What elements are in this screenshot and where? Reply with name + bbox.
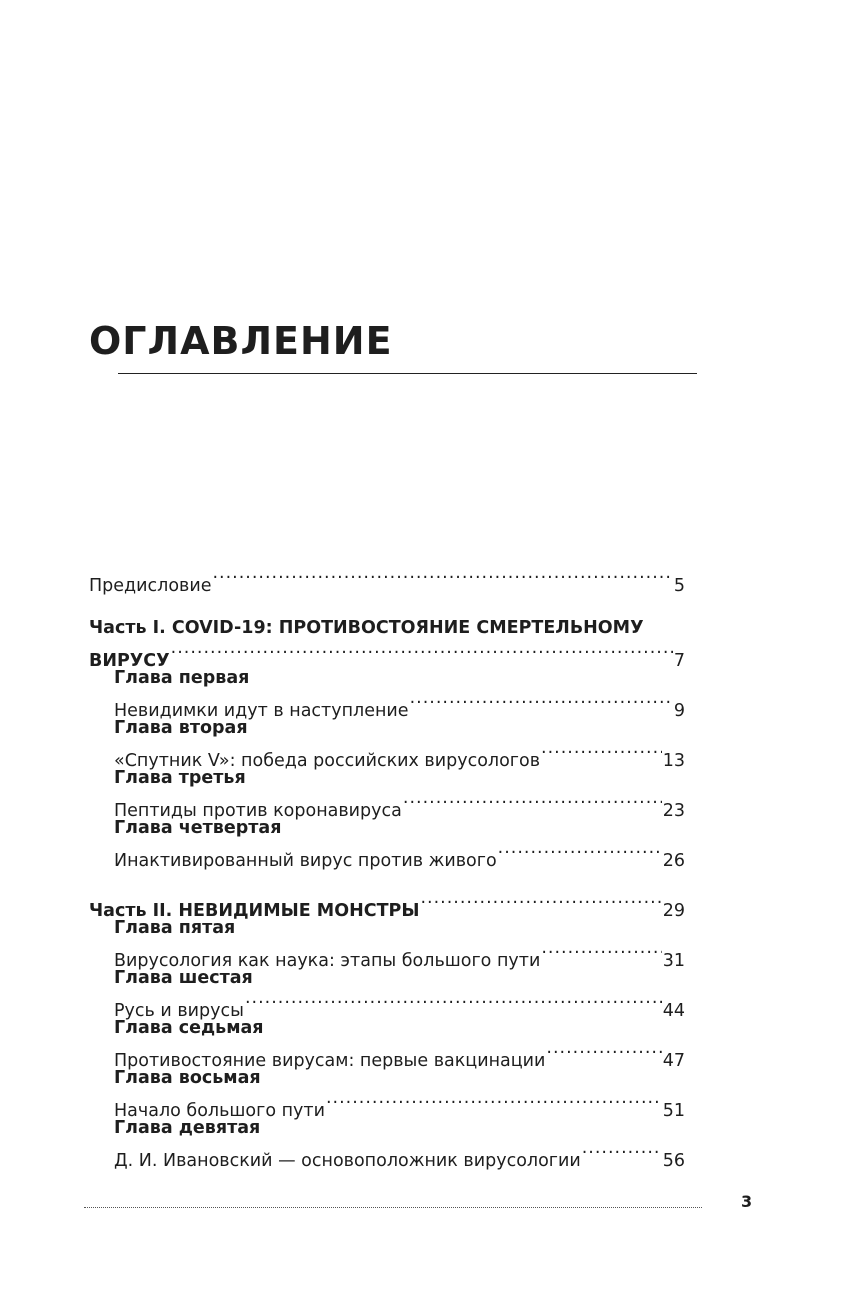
toc-entry-title: Пептиды против коронавируса <box>114 801 402 821</box>
toc-entry-title: Вирусология как наука: этапы большого пути <box>114 951 541 971</box>
toc-entry-page: 56 <box>662 1151 685 1171</box>
toc-entry-title: Противостояние вирусам: первые вакцинации <box>114 1051 546 1071</box>
leader-dots <box>410 691 673 716</box>
chapter-label: Глава шестая <box>114 968 253 988</box>
chapter-label: Глава девятая <box>114 1118 261 1138</box>
toc-entry-page: 51 <box>662 1101 685 1121</box>
toc-entry-chapter-3[interactable] <box>89 791 685 821</box>
leader-dots <box>498 841 662 866</box>
toc-entry-chapter-5[interactable] <box>89 941 685 971</box>
footer-dotted-rule <box>84 1207 702 1208</box>
title-underline <box>118 373 697 374</box>
page-title: ОГЛАВЛЕНИЕ <box>89 319 393 363</box>
toc-entry-page: 47 <box>662 1051 685 1071</box>
toc-entry-page: 9 <box>673 701 685 721</box>
toc-entry-chapter-9[interactable] <box>89 1141 685 1171</box>
leader-dots <box>541 741 662 766</box>
page-number: 3 <box>741 1192 753 1211</box>
toc-entry-title: Русь и вирусы <box>114 1001 244 1021</box>
toc-entry-chapter-7[interactable] <box>89 1041 685 1071</box>
toc-entry-chapter-1[interactable] <box>89 691 685 721</box>
chapter-label: Глава восьмая <box>114 1068 261 1088</box>
chapter-label: Глава вторая <box>114 718 248 738</box>
toc-entry-chapter-8[interactable] <box>89 1091 685 1121</box>
chapter-label: Глава пятая <box>114 918 236 938</box>
leader-dots <box>171 641 673 666</box>
toc-entry-page: 5 <box>673 576 685 596</box>
chapter-label: Глава седьмая <box>114 1018 264 1038</box>
chapter-label: Глава третья <box>114 768 246 788</box>
toc-entry-title: Инактивированный вирус против живого <box>114 851 497 871</box>
chapter-label: Глава первая <box>114 668 250 688</box>
toc-entry-chapter-6[interactable] <box>89 991 685 1021</box>
leader-dots <box>245 991 662 1016</box>
leader-dots <box>582 1141 662 1166</box>
toc-entry-page: 31 <box>662 951 685 971</box>
leader-dots <box>326 1091 662 1116</box>
part-1-title-line-1[interactable]: Часть I. COVID-19: ПРОТИВОСТОЯНИЕ СМЕРТЕЛЬНОМУ <box>89 618 644 638</box>
toc-entry-chapter-2[interactable] <box>89 741 685 771</box>
leader-dots <box>212 566 672 591</box>
toc-entry-page: 44 <box>662 1001 685 1021</box>
toc-entry-title: Начало большого пути <box>114 1101 325 1121</box>
toc-entry-page: 26 <box>662 851 685 871</box>
toc-entry-page: 29 <box>662 901 685 921</box>
toc-entry-preface[interactable] <box>89 566 685 596</box>
leader-dots <box>420 891 661 916</box>
toc-entry-title: Невидимки идут в наступление <box>114 701 409 721</box>
chapter-label: Глава четвертая <box>114 818 282 838</box>
part-2-title: Часть II. НЕВИДИМЫЕ МОНСТРЫ <box>89 901 420 921</box>
toc-entry-page: 13 <box>662 751 685 771</box>
leader-dots <box>403 791 662 816</box>
table-of-contents <box>89 566 685 1171</box>
part-1-title-line-2: ВИРУСУ <box>89 651 170 671</box>
toc-entry-part-2[interactable] <box>89 891 685 921</box>
leader-dots <box>546 1041 661 1066</box>
toc-entry-title: Предисловие <box>89 576 212 596</box>
toc-entry-page: 7 <box>673 651 685 671</box>
toc-entry-title: Д. И. Ивановский — основоположник вирусологии <box>114 1151 581 1171</box>
toc-entry-chapter-4[interactable] <box>89 841 685 871</box>
toc-entry-page: 23 <box>662 801 685 821</box>
toc-entry-part-1[interactable] <box>89 641 685 671</box>
leader-dots <box>541 941 661 966</box>
toc-entry-title: «Спутник V»: победа российских вирусологов <box>114 751 541 771</box>
